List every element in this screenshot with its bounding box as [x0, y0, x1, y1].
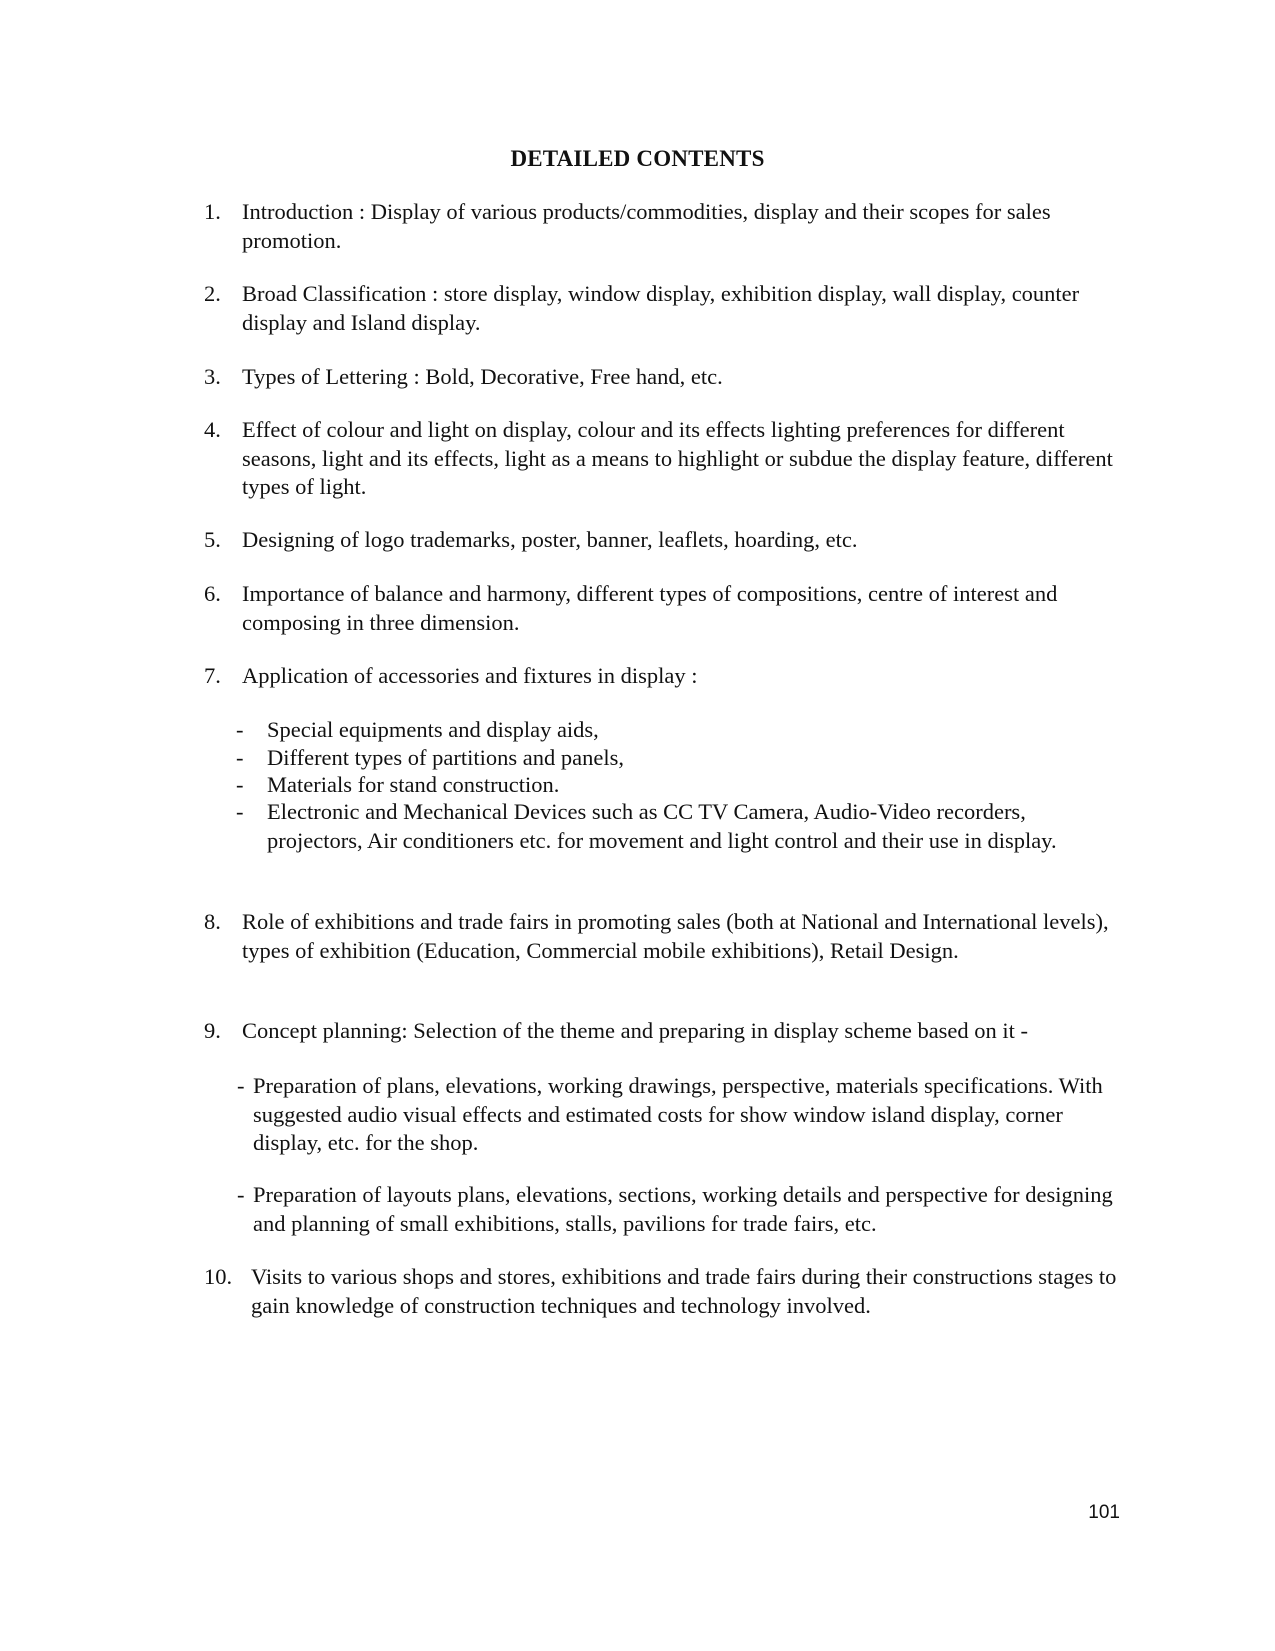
sub-item-text: Materials for stand construction.: [267, 772, 560, 797]
item-text: Types of Lettering : Bold, Decorative, Free hand, etc.: [242, 364, 723, 389]
sub-list-item: [237, 1181, 1117, 1238]
sub-list-item: [237, 1072, 1117, 1158]
page-number: 101: [1088, 1502, 1120, 1523]
list-item: [204, 363, 1124, 392]
sub-item-text: Electronic and Mechanical Devices such as CC TV Camera, Audio-Video recorders, projectors, Air conditioners etc. for movement and light control and their use in display.: [267, 799, 1057, 853]
sub-item-text: Special equipments and display aids,: [267, 717, 599, 742]
list-item: [204, 416, 1124, 502]
dash-bullet: -: [236, 745, 244, 770]
item-text: Designing of logo trademarks, poster, banner, leaflets, hoarding, etc.: [242, 527, 858, 552]
dash-bullet: -: [236, 799, 244, 824]
item-text: Effect of colour and light on display, colour and its effects lighting preferences for different seasons, light and its effects, light as a means to highlight or subdue the display feature, different types of light.: [242, 417, 1113, 499]
item-number: 3.: [204, 364, 221, 389]
list-item: [204, 198, 1124, 255]
item-text: Concept planning: Selection of the theme and preparing in display scheme based on it -: [242, 1018, 1029, 1043]
list-item: [204, 526, 1124, 555]
item-text: Importance of balance and harmony, different types of compositions, centre of interest and composing in three dimension.: [242, 581, 1058, 635]
item-number: 9.: [204, 1018, 221, 1043]
item-text: Introduction : Display of various products/commodities, display and their scopes for sales promotion.: [242, 199, 1051, 253]
item-text: Application of accessories and fixtures in display :: [242, 663, 698, 688]
item-number: 6.: [204, 581, 221, 606]
item-number: 8.: [204, 909, 221, 934]
page-title: DETAILED CONTENTS: [510, 146, 765, 171]
item-number: 4.: [204, 417, 221, 442]
item-number: 1.: [204, 199, 221, 224]
item-text: Visits to various shops and stores, exhibitions and trade fairs during their constructions stages to gain knowledge of construction techniques and technology involved.: [251, 1264, 1117, 1318]
sub-item-text: Different types of partitions and panels,: [267, 745, 624, 770]
dash-bullet: -: [236, 772, 244, 797]
item-number: 7.: [204, 663, 221, 688]
sub-list-item: [236, 744, 1116, 773]
dash-bullet: -: [237, 1182, 245, 1207]
sub-list-item: [236, 716, 1116, 745]
list-item: [204, 580, 1124, 637]
list-item: [204, 908, 1124, 965]
item-text: Broad Classification : store display, window display, exhibition display, wall display, counter display and Island display.: [242, 281, 1080, 335]
item-number: 10.: [204, 1264, 233, 1289]
list-item: [204, 280, 1124, 337]
sub-item-text: Preparation of plans, elevations, working drawings, perspective, materials specifications. With suggested audio visual effects and estimated costs for show window island display, corner display, etc. for the shop.: [253, 1073, 1103, 1155]
sub-item-text: Preparation of layouts plans, elevations, sections, working details and perspective for designing and planning of small exhibitions, stalls, pavilions for trade fairs, etc.: [253, 1182, 1113, 1236]
item-number: 2.: [204, 281, 221, 306]
dash-bullet: -: [236, 717, 244, 742]
list-item: [204, 1263, 1124, 1320]
item-text: Role of exhibitions and trade fairs in promoting sales (both at National and International levels), types of exhibition (Education, Commercial mobile exhibitions), Retail Design.: [242, 909, 1109, 963]
list-item: [204, 1017, 1124, 1046]
item-number: 5.: [204, 527, 221, 552]
sub-list-item: [236, 798, 1116, 855]
sub-list-item: [236, 771, 1116, 800]
dash-bullet: -: [237, 1073, 245, 1098]
list-item: [204, 662, 1124, 691]
